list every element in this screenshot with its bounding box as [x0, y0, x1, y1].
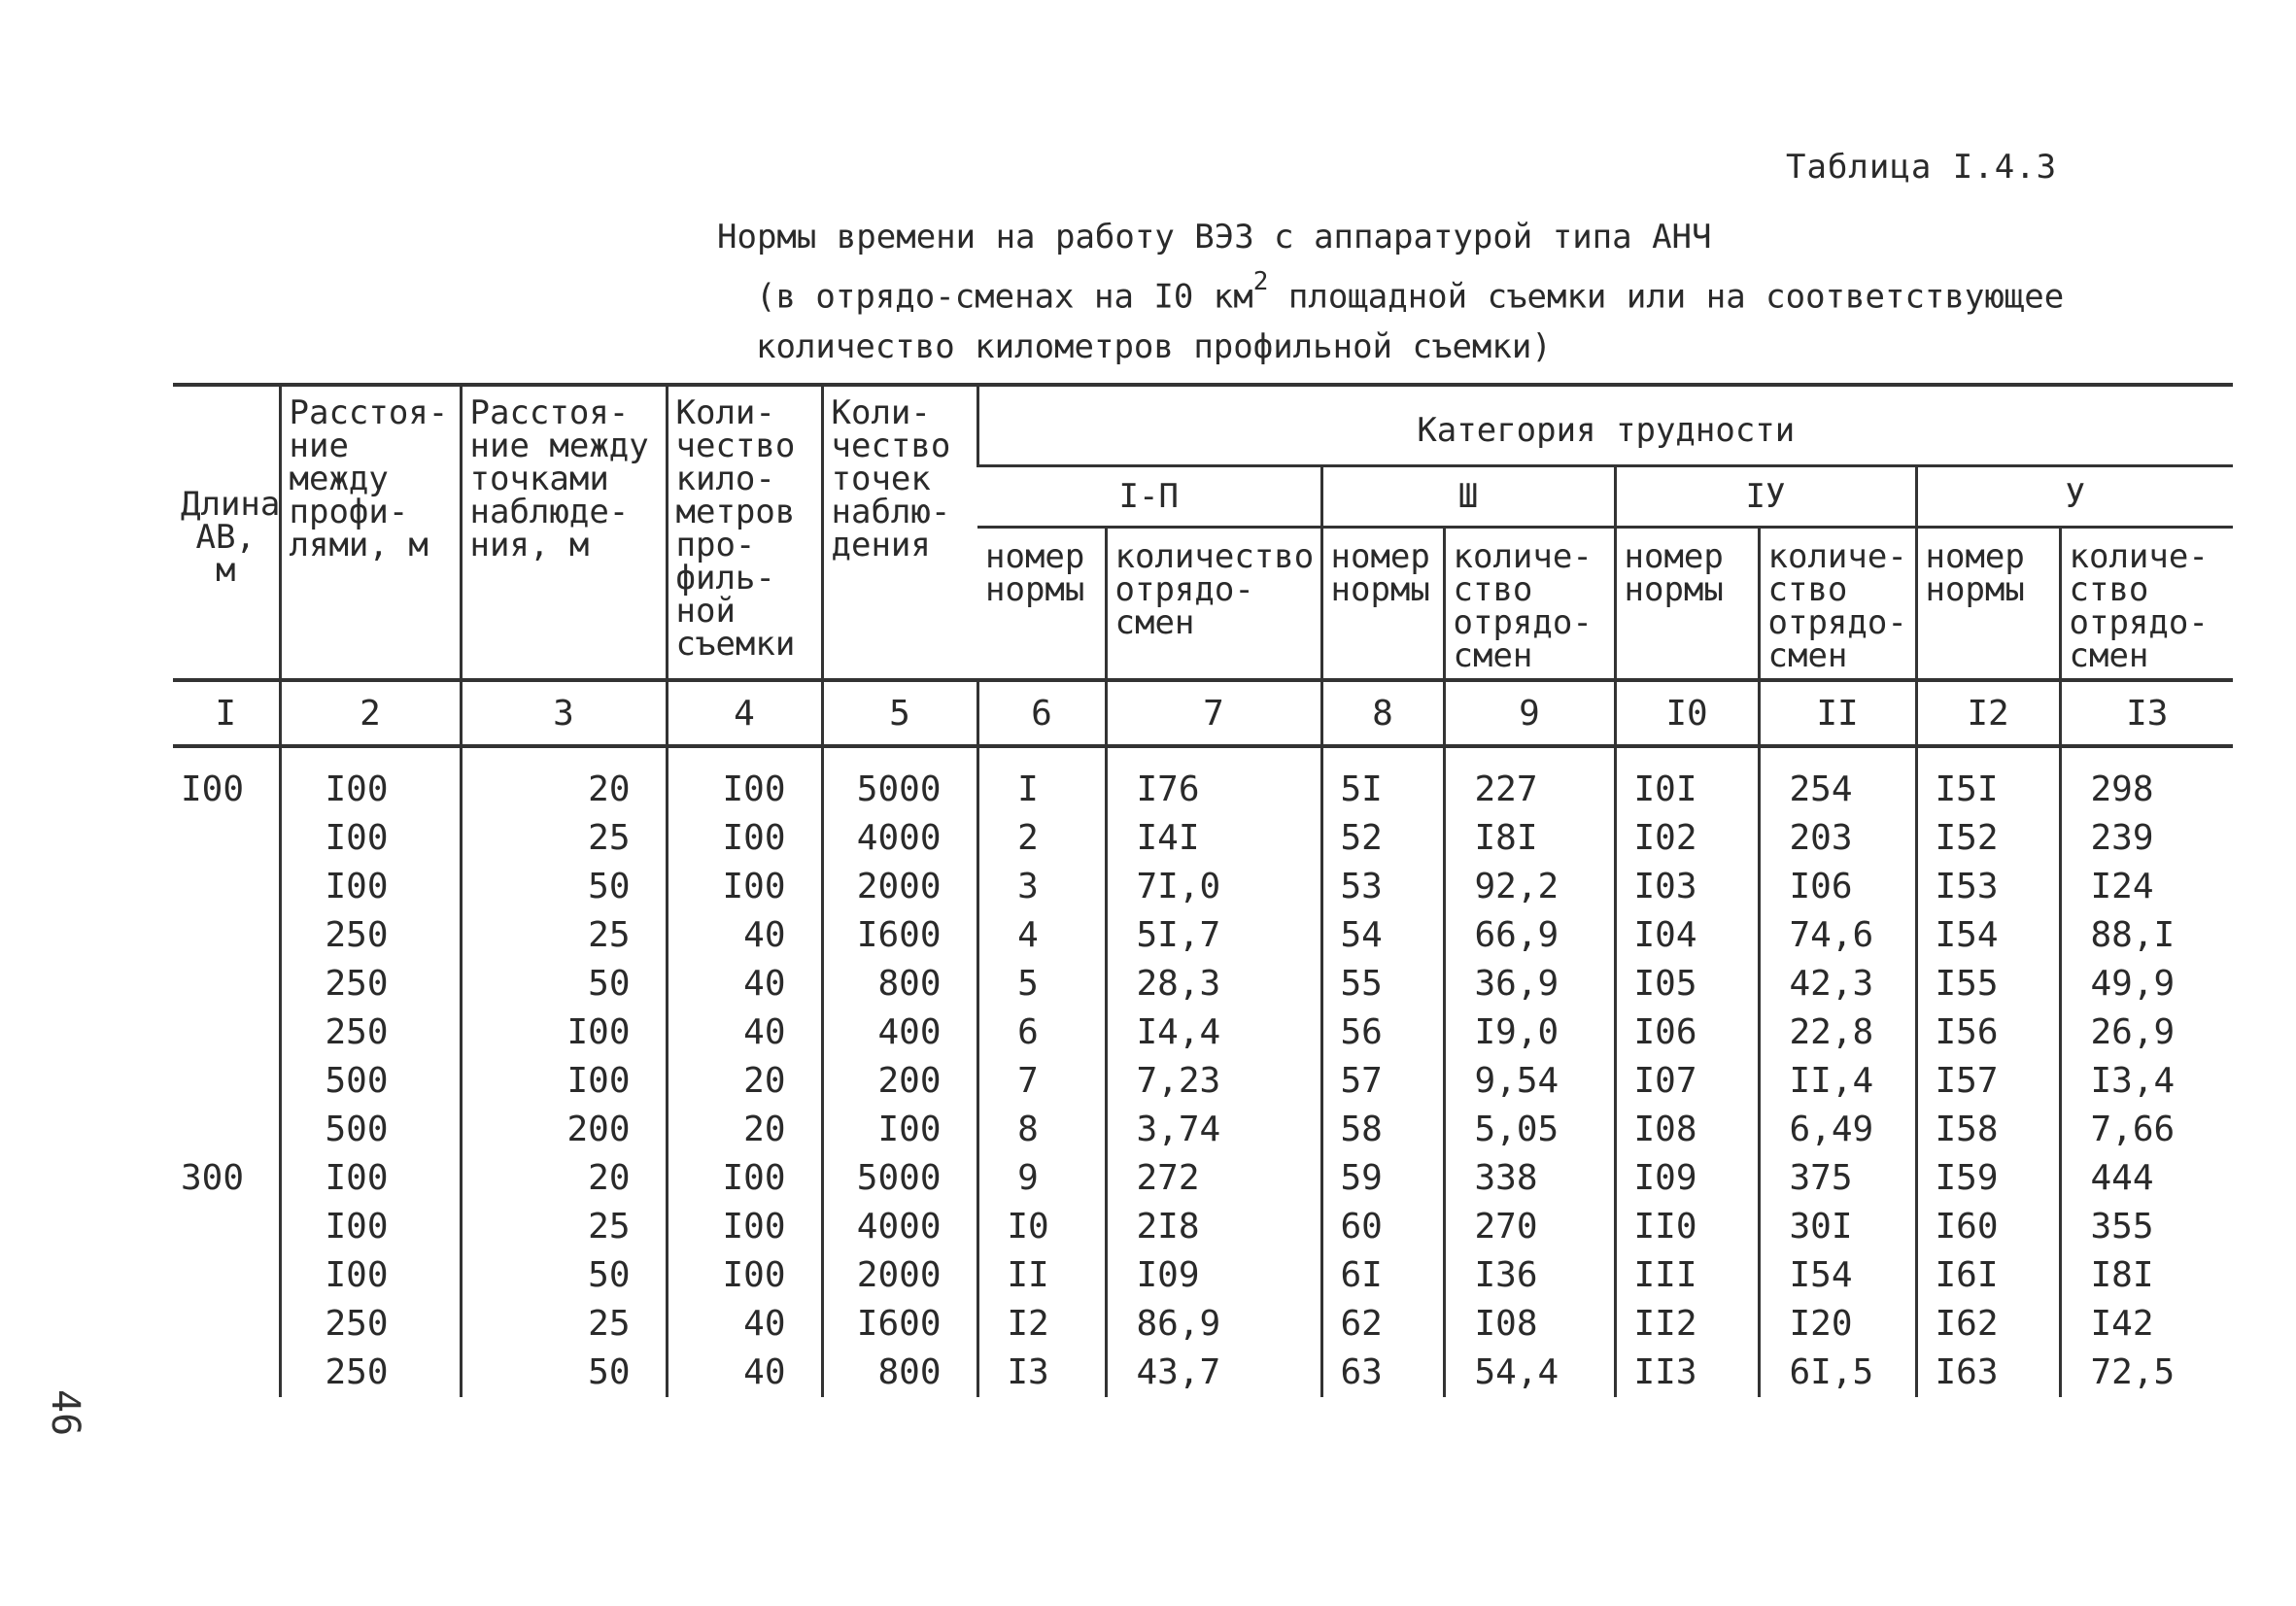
table-cell: 355: [2060, 1203, 2233, 1251]
table-cell: I00: [280, 863, 461, 911]
table-cell: I54: [1916, 911, 2060, 960]
table-cell: 270: [1444, 1203, 1615, 1251]
table-cell: I62: [1916, 1300, 2060, 1349]
table-cell: 20: [667, 1106, 822, 1154]
column-number: 2: [280, 680, 461, 746]
table-cell: I55: [1916, 960, 2060, 1008]
table-row: [173, 960, 2233, 1008]
table-cell: 50: [461, 863, 667, 911]
table-cell: I00: [667, 863, 822, 911]
table-cell: 52: [1321, 814, 1444, 863]
table-cell: 50: [461, 1349, 667, 1397]
table-cell: 56: [1321, 1008, 1444, 1057]
table-cell: I00: [667, 1203, 822, 1251]
table-cell: [173, 1251, 280, 1300]
table-cell: 250: [280, 1008, 461, 1057]
table-cell: 9: [977, 1154, 1106, 1203]
header-norm-number: номер нормы: [1615, 528, 1759, 681]
column-number: I3: [2060, 680, 2233, 746]
table-cell: 7I,0: [1106, 863, 1321, 911]
caption-line-2: [717, 262, 2136, 322]
table-cell: 5000: [822, 1154, 977, 1203]
table-row: [173, 1106, 2233, 1154]
table-cell: 20: [461, 746, 667, 814]
table-cell: I600: [822, 911, 977, 960]
table-cell: I8I: [1444, 814, 1615, 863]
table-cell: I00: [667, 1154, 822, 1203]
header-shift-count: количе-ство отрядо-смен: [1444, 528, 1615, 681]
table-cell: I00: [667, 1251, 822, 1300]
column-number: 7: [1106, 680, 1321, 746]
table-cell: 4: [977, 911, 1106, 960]
table-cell: I52: [1916, 814, 2060, 863]
table-cell: 800: [822, 960, 977, 1008]
table-cell: 49,9: [2060, 960, 2233, 1008]
table-cell: 5I: [1321, 746, 1444, 814]
table-cell: 50: [461, 1251, 667, 1300]
table-cell: 272: [1106, 1154, 1321, 1203]
table-cell: I57: [1916, 1057, 2060, 1106]
table-cell: II0: [1615, 1203, 1759, 1251]
table-row: [173, 1300, 2233, 1349]
column-number: 3: [461, 680, 667, 746]
table-cell: 25: [461, 1203, 667, 1251]
column-numbers-row: [173, 680, 2233, 746]
caption-line-2-end: площадной съемки или на соответствующее: [1268, 277, 2065, 317]
table-row: [173, 1251, 2233, 1300]
table-cell: 800: [822, 1349, 977, 1397]
table-cell: 86,9: [1106, 1300, 1321, 1349]
table-cell: 250: [280, 1300, 461, 1349]
table-cell: I03: [1615, 863, 1759, 911]
table-cell: 62: [1321, 1300, 1444, 1349]
table-cell: I00: [461, 1008, 667, 1057]
table-cell: 444: [2060, 1154, 2233, 1203]
table-row: [173, 1057, 2233, 1106]
table-cell: I00: [667, 746, 822, 814]
table-cell: I600: [822, 1300, 977, 1349]
table-cell: I00: [280, 1154, 461, 1203]
table-cell: 239: [2060, 814, 2233, 863]
table-cell: 57: [1321, 1057, 1444, 1106]
table-cell: [173, 1008, 280, 1057]
table-cell: I24: [2060, 863, 2233, 911]
table-cell: I00: [280, 814, 461, 863]
table-cell: 66,9: [1444, 911, 1615, 960]
table-caption: [717, 212, 2136, 372]
header-group-3: Ш: [1321, 466, 1615, 528]
header-norm-number: номер нормы: [1321, 528, 1444, 681]
table-cell: [173, 911, 280, 960]
table-cell: I09: [1615, 1154, 1759, 1203]
table-cell: 7,23: [1106, 1057, 1321, 1106]
column-number: 5: [822, 680, 977, 746]
table-cell: 250: [280, 911, 461, 960]
header-shift-count: количество отрядо-смен: [1106, 528, 1321, 681]
caption-line-2-start: (в отрядо-сменах на I0 км: [756, 277, 1253, 317]
table-cell: 250: [280, 960, 461, 1008]
table-cell: 28,3: [1106, 960, 1321, 1008]
table-cell: 500: [280, 1106, 461, 1154]
table-cell: 74,6: [1759, 911, 1916, 960]
table-cell: 5I,7: [1106, 911, 1321, 960]
table-cell: I02: [1615, 814, 1759, 863]
caption-line-1: Нормы времени на работу ВЭЗ с аппаратурой типа АНЧ: [717, 218, 1712, 256]
table-cell: I6I: [1916, 1251, 2060, 1300]
table-cell: [173, 960, 280, 1008]
table-cell: [173, 863, 280, 911]
table-cell: 2I8: [1106, 1203, 1321, 1251]
table-cell: I56: [1916, 1008, 2060, 1057]
table-cell: 500: [280, 1057, 461, 1106]
table-cell: I00: [461, 1057, 667, 1106]
table-cell: 36,9: [1444, 960, 1615, 1008]
table-cell: 40: [667, 960, 822, 1008]
table-row: [173, 863, 2233, 911]
table-cell: I60: [1916, 1203, 2060, 1251]
table-cell: 50: [461, 960, 667, 1008]
header-group-5: У: [1916, 466, 2233, 528]
table-cell: 63: [1321, 1349, 1444, 1397]
column-number: 6: [977, 680, 1106, 746]
table-cell: 200: [461, 1106, 667, 1154]
table-row: [173, 814, 2233, 863]
table-cell: 92,2: [1444, 863, 1615, 911]
table-cell: 5000: [822, 746, 977, 814]
table-cell: I00: [667, 814, 822, 863]
table-cell: I07: [1615, 1057, 1759, 1106]
table-cell: I08: [1615, 1106, 1759, 1154]
header-ab-length: Длина АВ, м: [173, 385, 280, 680]
table-cell: 40: [667, 1349, 822, 1397]
table-cell: I0I: [1615, 746, 1759, 814]
table-cell: [173, 1349, 280, 1397]
table-cell: III: [1615, 1251, 1759, 1300]
table-cell: I0: [977, 1203, 1106, 1251]
table-cell: 25: [461, 814, 667, 863]
table-cell: 5: [977, 960, 1106, 1008]
caption-line-3: количество километров профильной съемки): [756, 327, 1552, 367]
table-cell: I09: [1106, 1251, 1321, 1300]
table-cell: II3: [1615, 1349, 1759, 1397]
table-cell: 20: [461, 1154, 667, 1203]
table-cell: [173, 1106, 280, 1154]
table-cell: I58: [1916, 1106, 2060, 1154]
table-cell: II2: [1615, 1300, 1759, 1349]
table-cell: I06: [1759, 863, 1916, 911]
table-cell: 5,05: [1444, 1106, 1615, 1154]
table-cell: 203: [1759, 814, 1916, 863]
table-cell: 6: [977, 1008, 1106, 1057]
table-cell: I9,0: [1444, 1008, 1615, 1057]
table-cell: 58: [1321, 1106, 1444, 1154]
table-cell: I53: [1916, 863, 2060, 911]
table-cell: I42: [2060, 1300, 2233, 1349]
table-cell: I: [977, 746, 1106, 814]
table-cell: 200: [822, 1057, 977, 1106]
table-cell: 6,49: [1759, 1106, 1916, 1154]
table-cell: 2000: [822, 863, 977, 911]
table-cell: 375: [1759, 1154, 1916, 1203]
column-number: I2: [1916, 680, 2060, 746]
table-cell: 254: [1759, 746, 1916, 814]
table-cell: 227: [1444, 746, 1615, 814]
table-cell: I06: [1615, 1008, 1759, 1057]
column-number: I: [173, 680, 280, 746]
table-cell: I63: [1916, 1349, 2060, 1397]
table-cell: 300: [181, 1158, 245, 1198]
table-cell: I00: [822, 1106, 977, 1154]
column-number: I0: [1615, 680, 1759, 746]
table-cell: [173, 814, 280, 863]
table-cell: 54,4: [1444, 1349, 1615, 1397]
table-cell: 20: [667, 1057, 822, 1106]
header-norm-number: номер нормы: [1916, 528, 2060, 681]
table-cell: 43,7: [1106, 1349, 1321, 1397]
header-difficulty-category: Категория трудности: [977, 385, 2233, 466]
table-cell: I3: [977, 1349, 1106, 1397]
norms-table: [173, 383, 2233, 1397]
table-cell: I76: [1106, 746, 1321, 814]
table-cell: I00: [181, 769, 245, 809]
page-number: 46: [43, 1389, 87, 1437]
table-cell: 400: [822, 1008, 977, 1057]
table-cell: 72,5: [2060, 1349, 2233, 1397]
column-number: II: [1759, 680, 1916, 746]
header-shift-count: количе-ство отрядо-смен: [2060, 528, 2233, 681]
table-cell: 88,I: [2060, 911, 2233, 960]
table-row: [173, 911, 2233, 960]
table-cell: 26,9: [2060, 1008, 2233, 1057]
header-profile-km: Коли-чество кило-метров про-филь-ной съемки: [667, 385, 822, 680]
table-number: Таблица I.4.3: [1786, 148, 2058, 187]
table-body: [173, 746, 2233, 1397]
table-cell: I08: [1444, 1300, 1615, 1349]
table-cell: 3,74: [1106, 1106, 1321, 1154]
table-cell: 2: [977, 814, 1106, 863]
table-cell: [173, 1203, 280, 1251]
table-cell: I00: [280, 746, 461, 814]
table-cell: 6I: [1321, 1251, 1444, 1300]
column-number: 4: [667, 680, 822, 746]
table-cell: 30I: [1759, 1203, 1916, 1251]
table-row: [173, 1349, 2233, 1397]
table-cell: 40: [667, 911, 822, 960]
table-cell: I54: [1759, 1251, 1916, 1300]
table-cell: I2: [977, 1300, 1106, 1349]
table-cell: 60: [1321, 1203, 1444, 1251]
table-cell: 3: [977, 863, 1106, 911]
table-cell: 59: [1321, 1154, 1444, 1203]
header-group-4: IУ: [1615, 466, 1916, 528]
table-cell: I4I: [1106, 814, 1321, 863]
table-cell: I59: [1916, 1154, 2060, 1203]
table-cell: 55: [1321, 960, 1444, 1008]
table-row: [173, 746, 2233, 814]
header-profile-spacing: Расстоя-ние между профи-лями, м: [280, 385, 461, 680]
table-row: [173, 1154, 2233, 1203]
table-cell: 25: [461, 911, 667, 960]
table-cell: I00: [280, 1251, 461, 1300]
table-cell: I36: [1444, 1251, 1615, 1300]
table-cell: II,4: [1759, 1057, 1916, 1106]
column-number: 9: [1444, 680, 1615, 746]
table-cell: 7: [977, 1057, 1106, 1106]
column-number: 8: [1321, 680, 1444, 746]
table-cell: 8: [977, 1106, 1106, 1154]
table-cell: 298: [2060, 746, 2233, 814]
table-cell: 250: [280, 1349, 461, 1397]
table-cell: I3,4: [2060, 1057, 2233, 1106]
table-cell: 53: [1321, 863, 1444, 911]
table-cell: 22,8: [1759, 1008, 1916, 1057]
table-cell: I05: [1615, 960, 1759, 1008]
header-point-spacing: Расстоя-ние между точками наблюде-ния, м: [461, 385, 667, 680]
table-cell: 40: [667, 1008, 822, 1057]
table-cell: 7,66: [2060, 1106, 2233, 1154]
table-cell: II: [977, 1251, 1106, 1300]
table-cell: 54: [1321, 911, 1444, 960]
table-cell: 9,54: [1444, 1057, 1615, 1106]
table-cell: 2000: [822, 1251, 977, 1300]
table-cell: [173, 1300, 280, 1349]
table-cell: [173, 1057, 280, 1106]
table-cell: I8I: [2060, 1251, 2233, 1300]
table-row: [173, 1008, 2233, 1057]
table-cell: 4000: [822, 814, 977, 863]
table-cell: I5I: [1916, 746, 2060, 814]
table-cell: I20: [1759, 1300, 1916, 1349]
header-group-1: I-П: [977, 466, 1321, 528]
table-cell: 4000: [822, 1203, 977, 1251]
table-row: [173, 1203, 2233, 1251]
table-cell: 6I,5: [1759, 1349, 1916, 1397]
table-cell: I00: [280, 1203, 461, 1251]
header-norm-number: номер нормы: [977, 528, 1106, 681]
table-cell: 338: [1444, 1154, 1615, 1203]
header-observation-points: Коли-чество точек наблю-дения: [822, 385, 977, 680]
header-shift-count: количе-ство отрядо-смен: [1759, 528, 1916, 681]
table-cell: I4,4: [1106, 1008, 1321, 1057]
table-cell: 40: [667, 1300, 822, 1349]
table-cell: 42,3: [1759, 960, 1916, 1008]
caption-superscript: 2: [1252, 267, 1269, 296]
table-cell: 25: [461, 1300, 667, 1349]
table-cell: I04: [1615, 911, 1759, 960]
